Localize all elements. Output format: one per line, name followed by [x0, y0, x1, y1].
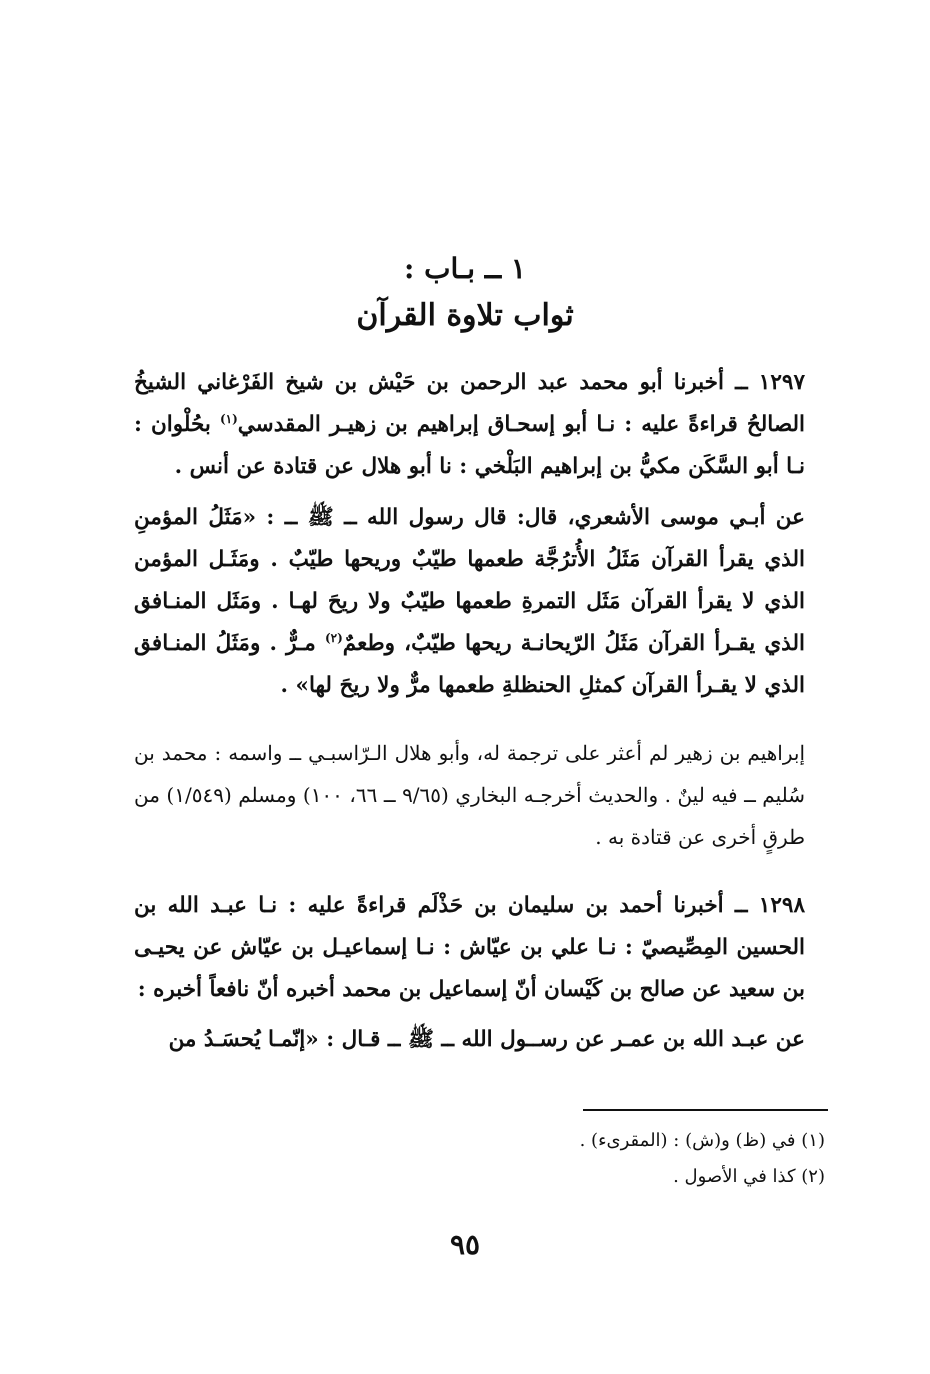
footnote-2: [300, 1163, 825, 1191]
chapter-subtitle: ثواب تلاوة القرآن: [356, 298, 574, 333]
hadith-1298-matn: عن عبـد الله بن عمـر عن رســول الله ــ ﷺ ــ قـال : «إنّمـا يُحسَـدُ من: [168, 1027, 805, 1052]
hadith-1297-commentary: إبراهيم بن زهير لم أعثر على ترجمة له، وأبو هلال الـرّاسبـي ــ واسمه : محمد بن سُليم ــ فيه لينٌ . والحديث أخرجـه البخاري (٩/٦٥ ــ ٦٦، ١٠٠) ومسلم (١/٥٤٩) من طرقٍ أخرى عن قتادة به .: [134, 741, 806, 849]
hadith-number: ١٢٩٧ ــ: [735, 370, 805, 395]
hadith-1298-isnad: [134, 885, 805, 1011]
isnad-text: بحُلْوان : نـا أبو السَّكَن مكيُّ بن إبراهيم البَلْخي : نا أبو هلال عن قتادة عن أنس .: [134, 412, 805, 479]
footnote-marker: (١): [801, 1130, 825, 1151]
hadith-number: ١٢٩٨ ــ: [734, 893, 805, 918]
footnote-divider: [583, 1109, 828, 1111]
chapter-title: ١ ــ بـاب :: [404, 252, 526, 285]
footnote-marker[interactable]: (١): [219, 411, 238, 426]
isnad-text: أخبرنا أحمد بن سليمان بن حَذْلَم قراءةً عليه : نـا عبـد الله بن الحسين المِصِّيصيّ : نـا علي بن عيّاش : نـا إسماعيـل بن عيّاش عن يحيـى بن سعيد عن صالح بن كَيْسان أنّ إسماعيل بن محمد أخبره أنّ نافعاً أخبره :: [134, 893, 805, 1002]
matn-text: عن أبـي موسى الأشعري، قال: قال رسول الله ــ ﷺ ــ : «مَثَلُ المؤمنِ الذي يقرأ القرآن مَثَلُ الأُترُجَّة طعمها طيّبٌ وريحها طيّبٌ . ومَثَـل المؤمن الذي لا يقرأ القرآن مَثَل التمرةِ طعمها طيّبٌ ولا ريحَ لهـا . ومَثَل المنـافق الذي يقـرأ القرآن مَثَلُ الرّيحانـة ريحها طيّبٌ، وطعمٌ: [134, 505, 805, 656]
footnote-text: في (ظ) و(ش) : (المقرىء) .: [579, 1130, 802, 1151]
matn-text: مـرٌّ . ومَثَلُ المنـافق الذي لا يقـرأ القرآن كمثلِ الحنظلةِ طعمها مرٌّ ولا ريحَ لها» .: [134, 631, 805, 698]
footnote-marker[interactable]: (٢): [324, 630, 343, 645]
footnote-1: [300, 1127, 825, 1155]
footnote-marker: (٢): [801, 1166, 825, 1187]
isnad-text: أخبرنا أبو محمد عبد الرحمن بن حَيْش بن شيخ الفَرْغاني الشيخُ الصالحُ قراءةً عليه : نـا أبو إسحـاق إبراهيم بن زهيـر المقدسي: [134, 370, 805, 437]
footnote-text: كذا في الأصول .: [673, 1166, 802, 1187]
page-number: ٩٥: [449, 1228, 481, 1261]
hadith-1297-isnad: [134, 362, 805, 488]
hadith-1297-matn: [134, 497, 805, 707]
